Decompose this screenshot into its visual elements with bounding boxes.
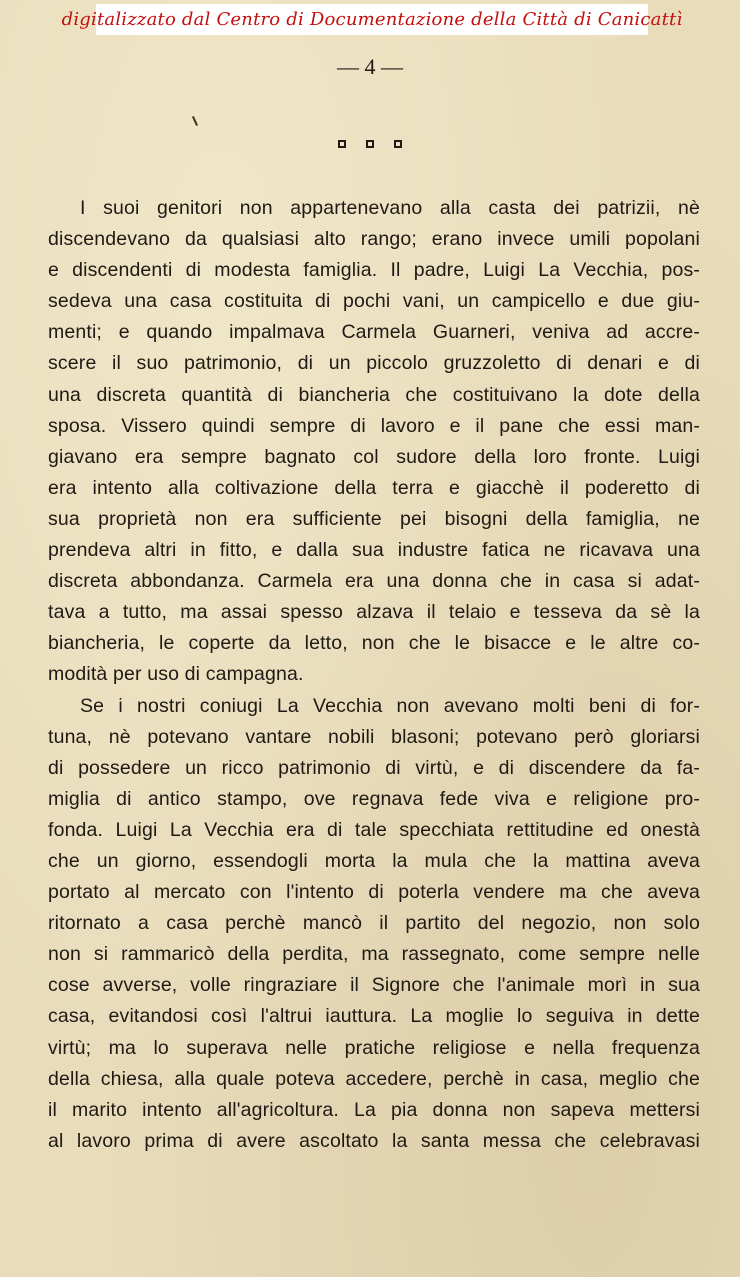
square-ornament-icon: [366, 140, 374, 148]
text-line: sposa. Vissero quindi sempre di lavoro e il pane che essi man-: [48, 414, 700, 437]
text-line: discendevano da qualsiasi alto rango; erano invece umili popolani: [48, 228, 700, 251]
text-line: tuna, nè potevano vantare nobili blasoni; potevano però gloriarsi: [48, 725, 700, 748]
text-line: biancheria, le coperte da letto, non che le bisacce e le altre co-: [48, 632, 700, 655]
text-line: menti; e quando impalmava Carmela Guarneri, veniva ad accre-: [48, 321, 700, 344]
section-ornament: [0, 140, 740, 148]
text-line: cose avverse, volle ringraziare il Signore che l'animale morì in sua: [48, 974, 700, 997]
text-line: e discendenti di modesta famiglia. Il padre, Luigi La Vecchia, pos-: [48, 259, 700, 282]
text-line: al lavoro prima di avere ascoltato la santa messa che celebravasi: [48, 1129, 700, 1152]
text-line: giavano era sempre bagnato col sudore della loro fronte. Luigi: [48, 445, 700, 468]
text-line: che un giorno, essendogli morta la mula che la mattina aveva: [48, 849, 700, 872]
text-line: una discreta quantità di biancheria che costituivano la dote della: [48, 383, 700, 406]
text-line: casa, evitandosi così l'altrui iauttura. La moglie lo seguiva in dette: [48, 1005, 700, 1028]
text-line: il marito intento all'agricoltura. La pia donna non sapeva mettersi: [48, 1098, 700, 1121]
text-line: modità per uso di campagna.: [48, 663, 304, 686]
square-ornament-icon: [394, 140, 402, 148]
text-line: della chiesa, alla quale poteva accedere, perchè in casa, meglio che: [48, 1067, 700, 1090]
text-line: virtù; ma lo superava nelle pratiche religiose e nella frequenza: [48, 1036, 700, 1059]
square-ornament-icon: [338, 140, 346, 148]
text-line: non si rammaricò della perdita, ma rassegnato, come sempre nelle: [48, 943, 700, 966]
text-line: discreta abbondanza. Carmela era una donna che in casa si adat-: [48, 570, 700, 593]
digitization-banner: [61, 4, 683, 35]
text-line: sua proprietà non era sufficiente pei bisogni della famiglia, ne: [48, 507, 700, 530]
text-line: di possedere un ricco patrimonio di virtù, e di discendere da fa-: [48, 756, 700, 779]
text-line: era intento alla coltivazione della terra e giacchè il poderetto di: [48, 476, 700, 499]
banner-text: digitalizzato dal Centro di Documentazione della Città di Canicattì: [61, 9, 683, 30]
text-line: tava a tutto, ma assai spesso alzava il telaio e tesseva da sè la: [48, 601, 700, 624]
text-line: miglia di antico stampo, ove regnava fede viva e religione pro-: [48, 787, 700, 810]
text-line: ritornato a casa perchè mancò il partito del negozio, non solo: [48, 912, 700, 935]
text-line: Se i nostri coniugi La Vecchia non avevano molti beni di for-: [80, 694, 700, 717]
text-line: fonda. Luigi La Vecchia era di tale specchiata rettitudine ed onestà: [48, 818, 700, 841]
text-line: prendeva altri in fitto, e dalla sua industre fatica ne ricavava una: [48, 539, 700, 562]
text-line: portato al mercato con l'intento di poterla vendere ma che aveva: [48, 881, 700, 904]
text-line: scere il suo patrimonio, di un piccolo gruzzoletto di denari e di: [48, 352, 700, 375]
text-line: I suoi genitori non appartenevano alla casta dei patrizii, nè: [80, 197, 700, 219]
text-line: sedeva una casa costituita di pochi vani, un campicello e due giu-: [48, 290, 700, 313]
body-text: [48, 193, 700, 1157]
page-number: — 4 —: [337, 54, 403, 79]
